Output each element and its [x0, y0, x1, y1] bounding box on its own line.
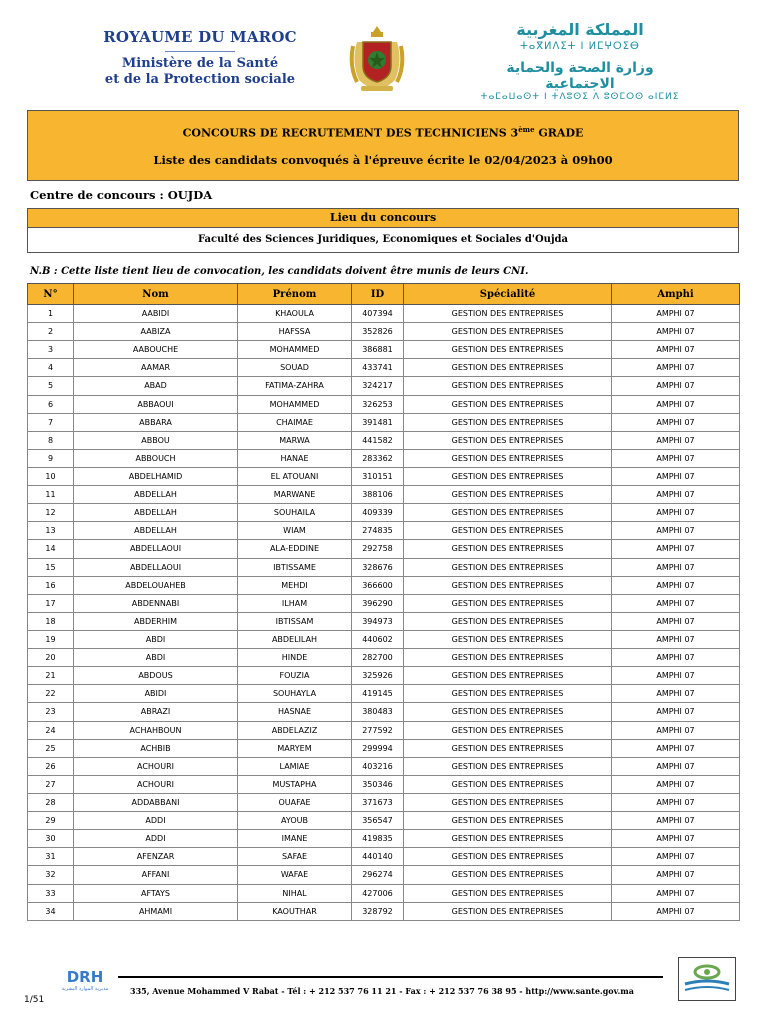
- cell-num: 28: [28, 793, 74, 811]
- cell-nom: ABRAZI: [74, 703, 238, 721]
- cell-num: 32: [28, 866, 74, 884]
- cell-nom: AABIZA: [74, 323, 238, 341]
- cell-prenom: HANAE: [238, 449, 352, 467]
- cell-nom: ADDABBANI: [74, 793, 238, 811]
- table-row: [28, 902, 740, 920]
- table-row: [28, 739, 740, 757]
- cell-specialite: GESTION DES ENTREPRISES: [404, 467, 612, 485]
- ministry-logo-icon: [678, 957, 736, 1001]
- cell-num: 1: [28, 305, 74, 323]
- cell-num: 13: [28, 522, 74, 540]
- cell-specialite: GESTION DES ENTREPRISES: [404, 812, 612, 830]
- table-row: [28, 685, 740, 703]
- column-header-id: ID: [352, 284, 404, 305]
- cell-specialite: GESTION DES ENTREPRISES: [404, 902, 612, 920]
- cell-nom: ABBOUCH: [74, 449, 238, 467]
- cell-prenom: IMANE: [238, 830, 352, 848]
- cell-specialite: GESTION DES ENTREPRISES: [404, 540, 612, 558]
- table-row: [28, 630, 740, 648]
- table-row: [28, 866, 740, 884]
- cell-id: 328676: [352, 558, 404, 576]
- header-french: [90, 28, 310, 88]
- kingdom-title-ar: المملكة المغربية: [516, 20, 644, 39]
- cell-amphi: AMPHI 07: [612, 323, 740, 341]
- cell-nom: ACHAHBOUN: [74, 721, 238, 739]
- cell-amphi: AMPHI 07: [612, 667, 740, 685]
- cell-specialite: GESTION DES ENTREPRISES: [404, 449, 612, 467]
- cell-prenom: IBTISSAM: [238, 612, 352, 630]
- cell-nom: AABIDI: [74, 305, 238, 323]
- drh-subtitle: مديرية الموارد البشرية: [61, 986, 109, 992]
- cell-num: 26: [28, 757, 74, 775]
- cell-nom: ABDOUS: [74, 667, 238, 685]
- table-row: [28, 757, 740, 775]
- cell-amphi: AMPHI 07: [612, 413, 740, 431]
- cell-prenom: MARYEM: [238, 739, 352, 757]
- table-row: [28, 522, 740, 540]
- cell-amphi: AMPHI 07: [612, 739, 740, 757]
- cell-id: 310151: [352, 467, 404, 485]
- cell-id: 325926: [352, 667, 404, 685]
- table-row: [28, 812, 740, 830]
- cell-amphi: AMPHI 07: [612, 540, 740, 558]
- cell-id: 441582: [352, 431, 404, 449]
- cell-specialite: GESTION DES ENTREPRISES: [404, 721, 612, 739]
- cell-nom: AHMAMI: [74, 902, 238, 920]
- cell-id: 356547: [352, 812, 404, 830]
- cell-prenom: ABDELAZIZ: [238, 721, 352, 739]
- cell-id: 283362: [352, 449, 404, 467]
- cell-id: 352826: [352, 323, 404, 341]
- kingdom-title-tifinagh: ⵜⴰⴳⵍⴷⵉⵜ ⵏ ⵍⵎⵖⵔⵉⴱ: [520, 41, 640, 52]
- cell-nom: ABDI: [74, 649, 238, 667]
- footer-divider: [118, 976, 663, 978]
- table-row: [28, 703, 740, 721]
- title-grade: GRADE: [534, 126, 584, 140]
- cell-num: 16: [28, 576, 74, 594]
- table-row: [28, 449, 740, 467]
- cell-nom: ABIDI: [74, 685, 238, 703]
- cell-specialite: GESTION DES ENTREPRISES: [404, 558, 612, 576]
- cell-id: 388106: [352, 486, 404, 504]
- cell-id: 324217: [352, 377, 404, 395]
- cell-prenom: SOUAD: [238, 359, 352, 377]
- cell-num: 8: [28, 431, 74, 449]
- cell-num: 34: [28, 902, 74, 920]
- cell-num: 4: [28, 359, 74, 377]
- cell-specialite: GESTION DES ENTREPRISES: [404, 830, 612, 848]
- table-row: [28, 359, 740, 377]
- cell-id: 409339: [352, 504, 404, 522]
- cell-nom: AAMAR: [74, 359, 238, 377]
- cell-num: 27: [28, 775, 74, 793]
- cell-specialite: GESTION DES ENTREPRISES: [404, 649, 612, 667]
- cell-specialite: GESTION DES ENTREPRISES: [404, 757, 612, 775]
- table-row: [28, 504, 740, 522]
- cell-num: 31: [28, 848, 74, 866]
- cell-amphi: AMPHI 07: [612, 649, 740, 667]
- cell-specialite: GESTION DES ENTREPRISES: [404, 305, 612, 323]
- cell-id: 274835: [352, 522, 404, 540]
- cell-specialite: GESTION DES ENTREPRISES: [404, 594, 612, 612]
- cell-prenom: ILHAM: [238, 594, 352, 612]
- cell-prenom: HASNAE: [238, 703, 352, 721]
- venue-box: [27, 208, 739, 253]
- cell-amphi: AMPHI 07: [612, 630, 740, 648]
- cell-amphi: AMPHI 07: [612, 522, 740, 540]
- cell-amphi: AMPHI 07: [612, 594, 740, 612]
- cell-nom: ABBARA: [74, 413, 238, 431]
- cell-amphi: AMPHI 07: [612, 793, 740, 811]
- cell-num: 20: [28, 649, 74, 667]
- cell-prenom: AYOUB: [238, 812, 352, 830]
- cell-nom: ABAD: [74, 377, 238, 395]
- cell-specialite: GESTION DES ENTREPRISES: [404, 504, 612, 522]
- cell-amphi: AMPHI 07: [612, 757, 740, 775]
- cell-num: 19: [28, 630, 74, 648]
- table-row: [28, 721, 740, 739]
- cell-amphi: AMPHI 07: [612, 377, 740, 395]
- cell-nom: AFENZAR: [74, 848, 238, 866]
- cell-nom: ABDENNABI: [74, 594, 238, 612]
- cell-id: 350346: [352, 775, 404, 793]
- cell-amphi: AMPHI 07: [612, 830, 740, 848]
- cell-num: 10: [28, 467, 74, 485]
- cell-num: 18: [28, 612, 74, 630]
- cell-specialite: GESTION DES ENTREPRISES: [404, 341, 612, 359]
- cell-nom: ABBOU: [74, 431, 238, 449]
- cell-prenom: MUSTAPHA: [238, 775, 352, 793]
- cell-num: 21: [28, 667, 74, 685]
- cell-num: 24: [28, 721, 74, 739]
- cell-specialite: GESTION DES ENTREPRISES: [404, 685, 612, 703]
- cell-prenom: FATIMA-ZAHRA: [238, 377, 352, 395]
- cell-id: 440140: [352, 848, 404, 866]
- cell-nom: ABDELLAH: [74, 522, 238, 540]
- cell-specialite: GESTION DES ENTREPRISES: [404, 395, 612, 413]
- cell-nom: ABDERHIM: [74, 612, 238, 630]
- table-row: [28, 594, 740, 612]
- ministry-title-fr-line2: et de la Protection sociale: [104, 72, 296, 87]
- table-row: [28, 793, 740, 811]
- ministry-title-ar: وزارة الصحة والحماية الاجتماعية: [506, 60, 654, 92]
- cell-prenom: FOUZIA: [238, 667, 352, 685]
- cell-amphi: AMPHI 07: [612, 703, 740, 721]
- cell-prenom: WIAM: [238, 522, 352, 540]
- title-text: CONCOURS DE RECRUTEMENT DES TECHNICIENS 3: [182, 126, 519, 140]
- cell-amphi: AMPHI 07: [612, 341, 740, 359]
- cell-prenom: KAOUTHAR: [238, 902, 352, 920]
- cell-prenom: NIHAL: [238, 884, 352, 902]
- table-row: [28, 341, 740, 359]
- venue-value: Faculté des Sciences Juridiques, Economiques et Sociales d'Oujda: [197, 234, 569, 245]
- cell-nom: ABDI: [74, 630, 238, 648]
- page-number: 1/51: [24, 995, 45, 1005]
- cell-amphi: AMPHI 07: [612, 305, 740, 323]
- cell-num: 3: [28, 341, 74, 359]
- cell-num: 14: [28, 540, 74, 558]
- ministry-title-fr-line1: Ministère de la Santé: [121, 56, 279, 71]
- cell-amphi: AMPHI 07: [612, 467, 740, 485]
- cell-prenom: MOHAMMED: [238, 395, 352, 413]
- cell-prenom: SOUHAILA: [238, 504, 352, 522]
- cell-specialite: GESTION DES ENTREPRISES: [404, 848, 612, 866]
- document-subtitle: Liste des candidats convoqués à l'épreuve écrite le 02/04/2023 à 09h00: [153, 152, 613, 167]
- cell-specialite: GESTION DES ENTREPRISES: [404, 667, 612, 685]
- cell-id: 366600: [352, 576, 404, 594]
- cell-specialite: GESTION DES ENTREPRISES: [404, 630, 612, 648]
- cell-id: 299994: [352, 739, 404, 757]
- table-row: [28, 395, 740, 413]
- cell-amphi: AMPHI 07: [612, 486, 740, 504]
- cell-nom: ABDELLAH: [74, 486, 238, 504]
- table-row: [28, 775, 740, 793]
- cell-num: 23: [28, 703, 74, 721]
- table-row: [28, 431, 740, 449]
- cell-id: 394973: [352, 612, 404, 630]
- cell-amphi: AMPHI 07: [612, 504, 740, 522]
- table-row: [28, 540, 740, 558]
- cell-specialite: GESTION DES ENTREPRISES: [404, 377, 612, 395]
- divider: [165, 51, 235, 52]
- cell-prenom: MEHDI: [238, 576, 352, 594]
- title-banner: [27, 110, 739, 181]
- cell-amphi: AMPHI 07: [612, 431, 740, 449]
- cell-specialite: GESTION DES ENTREPRISES: [404, 522, 612, 540]
- cell-num: 7: [28, 413, 74, 431]
- cell-prenom: LAMIAE: [238, 757, 352, 775]
- cell-amphi: AMPHI 07: [612, 812, 740, 830]
- cell-num: 29: [28, 812, 74, 830]
- cell-num: 5: [28, 377, 74, 395]
- cell-specialite: GESTION DES ENTREPRISES: [404, 739, 612, 757]
- cell-amphi: AMPHI 07: [612, 884, 740, 902]
- cell-specialite: GESTION DES ENTREPRISES: [404, 884, 612, 902]
- cell-specialite: GESTION DES ENTREPRISES: [404, 576, 612, 594]
- table-row: [28, 305, 740, 323]
- table-header-row: [28, 284, 740, 305]
- cell-specialite: GESTION DES ENTREPRISES: [404, 359, 612, 377]
- exam-centre: Centre de concours : OUJDA: [30, 188, 213, 202]
- cell-amphi: AMPHI 07: [612, 721, 740, 739]
- table-row: [28, 612, 740, 630]
- cell-num: 6: [28, 395, 74, 413]
- cell-prenom: MARWA: [238, 431, 352, 449]
- cell-id: 433741: [352, 359, 404, 377]
- cell-specialite: GESTION DES ENTREPRISES: [404, 793, 612, 811]
- drh-label: DRH: [66, 968, 104, 986]
- cell-nom: ACHOURI: [74, 775, 238, 793]
- cell-nom: ACHBIB: [74, 739, 238, 757]
- cell-nom: ABBAOUI: [74, 395, 238, 413]
- footer-address: 335, Avenue Mohammed V Rabat - Tél : + 212 537 76 11 21 - Fax : + 212 537 76 38 95 - http://www.sante.gov.ma: [130, 986, 634, 996]
- cell-specialite: GESTION DES ENTREPRISES: [404, 431, 612, 449]
- venue-header: Lieu du concours: [28, 209, 738, 228]
- cell-specialite: GESTION DES ENTREPRISES: [404, 486, 612, 504]
- cell-id: 396290: [352, 594, 404, 612]
- cell-num: 12: [28, 504, 74, 522]
- cell-amphi: AMPHI 07: [612, 359, 740, 377]
- cell-num: 15: [28, 558, 74, 576]
- cell-nom: ADDI: [74, 812, 238, 830]
- cell-prenom: KHAOULA: [238, 305, 352, 323]
- cell-prenom: ABDELILAH: [238, 630, 352, 648]
- cell-id: 427006: [352, 884, 404, 902]
- cell-prenom: SOUHAYLA: [238, 685, 352, 703]
- cell-prenom: IBTISSAME: [238, 558, 352, 576]
- cell-amphi: AMPHI 07: [612, 902, 740, 920]
- cell-id: 371673: [352, 793, 404, 811]
- cell-num: 2: [28, 323, 74, 341]
- cell-num: 30: [28, 830, 74, 848]
- cell-specialite: GESTION DES ENTREPRISES: [404, 775, 612, 793]
- cell-nom: ADDI: [74, 830, 238, 848]
- cell-amphi: AMPHI 07: [612, 576, 740, 594]
- column-header-amphi: Amphi: [612, 284, 740, 305]
- cell-specialite: GESTION DES ENTREPRISES: [404, 703, 612, 721]
- cell-nom: ABDELOUAHEB: [74, 576, 238, 594]
- table-row: [28, 377, 740, 395]
- cell-id: 296274: [352, 866, 404, 884]
- cell-id: 403216: [352, 757, 404, 775]
- cell-id: 292758: [352, 540, 404, 558]
- cell-prenom: ALA-EDDINE: [238, 540, 352, 558]
- cell-id: 419835: [352, 830, 404, 848]
- cell-nom: ACHOURI: [74, 757, 238, 775]
- cell-id: 282700: [352, 649, 404, 667]
- cell-id: 326253: [352, 395, 404, 413]
- cell-num: 17: [28, 594, 74, 612]
- notice: N.B : Cette liste tient lieu de convocation, les candidats doivent être munis de leurs CNI.: [30, 266, 529, 277]
- cell-nom: AFTAYS: [74, 884, 238, 902]
- table-row: [28, 884, 740, 902]
- royal-coat-of-arms-icon: [347, 22, 407, 96]
- cell-specialite: GESTION DES ENTREPRISES: [404, 612, 612, 630]
- table-row: [28, 467, 740, 485]
- cell-specialite: GESTION DES ENTREPRISES: [404, 866, 612, 884]
- drh-logo: [60, 960, 110, 1000]
- cell-amphi: AMPHI 07: [612, 395, 740, 413]
- cell-id: 380483: [352, 703, 404, 721]
- cell-prenom: MOHAMMED: [238, 341, 352, 359]
- cell-amphi: AMPHI 07: [612, 866, 740, 884]
- cell-nom: ABDELLAH: [74, 504, 238, 522]
- document-title: [28, 125, 738, 140]
- column-header-prenom: Prénom: [238, 284, 352, 305]
- cell-prenom: WAFAE: [238, 866, 352, 884]
- cell-specialite: GESTION DES ENTREPRISES: [404, 323, 612, 341]
- cell-prenom: HINDE: [238, 649, 352, 667]
- cell-num: 22: [28, 685, 74, 703]
- table-row: [28, 486, 740, 504]
- title-superscript: ème: [518, 125, 535, 134]
- table-row: [28, 558, 740, 576]
- column-header-specialite: Spécialité: [404, 284, 612, 305]
- cell-id: 407394: [352, 305, 404, 323]
- candidates-table: [27, 283, 740, 921]
- table-row: [28, 848, 740, 866]
- cell-prenom: HAFSSA: [238, 323, 352, 341]
- cell-num: 9: [28, 449, 74, 467]
- column-header-num: N°: [28, 284, 74, 305]
- cell-prenom: SAFAE: [238, 848, 352, 866]
- cell-id: 391481: [352, 413, 404, 431]
- table-row: [28, 323, 740, 341]
- cell-nom: ABDELHAMID: [74, 467, 238, 485]
- cell-amphi: AMPHI 07: [612, 612, 740, 630]
- cell-id: 328792: [352, 902, 404, 920]
- cell-id: 277592: [352, 721, 404, 739]
- cell-prenom: CHAIMAE: [238, 413, 352, 431]
- cell-amphi: AMPHI 07: [612, 848, 740, 866]
- cell-nom: AABOUCHE: [74, 341, 238, 359]
- cell-prenom: EL ATOUANI: [238, 467, 352, 485]
- table-row: [28, 830, 740, 848]
- cell-amphi: AMPHI 07: [612, 685, 740, 703]
- cell-amphi: AMPHI 07: [612, 775, 740, 793]
- table-row: [28, 413, 740, 431]
- table-row: [28, 667, 740, 685]
- table-row: [28, 649, 740, 667]
- ministry-title-tifinagh: ⵜⴰⵎⴰⵡⴰⵙⵜ ⵏ ⵜⴷⵓⵙⵉ ⴷ ⵓⵙⵎⵔⵙ ⴰⵏⵎⵍⵉ: [480, 92, 680, 102]
- cell-num: 25: [28, 739, 74, 757]
- cell-specialite: GESTION DES ENTREPRISES: [404, 413, 612, 431]
- cell-nom: ABDELLAOUI: [74, 540, 238, 558]
- cell-amphi: AMPHI 07: [612, 558, 740, 576]
- cell-id: 386881: [352, 341, 404, 359]
- cell-id: 440602: [352, 630, 404, 648]
- cell-nom: ABDELLAOUI: [74, 558, 238, 576]
- cell-num: 33: [28, 884, 74, 902]
- cell-prenom: MARWANE: [238, 486, 352, 504]
- cell-prenom: OUAFAE: [238, 793, 352, 811]
- column-header-nom: Nom: [74, 284, 238, 305]
- cell-amphi: AMPHI 07: [612, 449, 740, 467]
- table-row: [28, 576, 740, 594]
- kingdom-title-fr: ROYAUME DU MAROC: [103, 28, 297, 46]
- cell-id: 419145: [352, 685, 404, 703]
- header-arabic: [470, 20, 690, 102]
- cell-nom: AFFANI: [74, 866, 238, 884]
- cell-num: 11: [28, 486, 74, 504]
